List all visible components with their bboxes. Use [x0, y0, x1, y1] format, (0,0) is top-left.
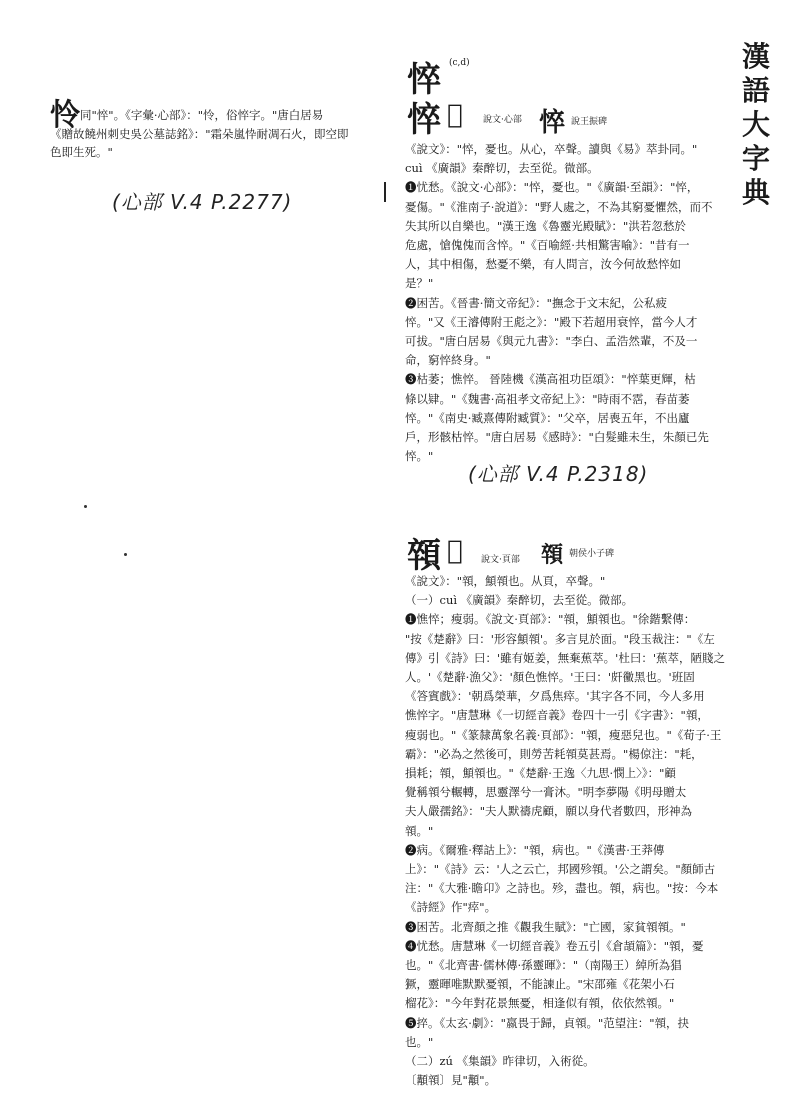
- entry-cui-head: [405, 526, 741, 1090]
- entry-line: 也。": [405, 1034, 434, 1049]
- entry-line: 注："《大雅·瞻卬》之詩也。殄，盡也。顇，病也。"按：今本: [405, 881, 719, 896]
- source-label: 說王振碑: [571, 117, 608, 127]
- book-title-char: 語: [741, 74, 770, 107]
- entry-line: （二）zú 《集韻》昨律切，入術從。: [405, 1054, 595, 1069]
- book-title: [736, 40, 776, 210]
- entry-line: ❸枯萎；憔悴。 晉陸機《漢高祖功臣頌》："悴葉更輝，枯: [405, 372, 696, 387]
- entry-line: 損耗；顇，顦顇也。"《楚辭·王逸〈九思·憫上〉》："顧: [405, 766, 676, 781]
- entry-cui-heart: [405, 52, 741, 466]
- entry-line: 可拔。"唐白居易《與元九書》："李白、孟浩然輩，不及一: [405, 334, 698, 349]
- book-title-char: 大: [741, 108, 770, 141]
- entry-body: [405, 572, 741, 1090]
- left-entry-head: 怜: [50, 98, 80, 133]
- speck: [84, 505, 87, 508]
- entry-line: ❺捽。《太玄·劇》："嬴畏于歸，貞顇。"范望注："顇，抉: [405, 1015, 690, 1030]
- entry-line: 《答賓戲》：'朝爲榮華，夕爲焦瘁。'其字各不同，今人多用: [405, 689, 705, 704]
- seal-script-glyph: 𢜖: [447, 100, 463, 130]
- entry-line: cuì 《廣韻》秦醉切，去至從。微部。: [405, 161, 599, 176]
- source-label: 朝侯小子碑: [569, 549, 615, 559]
- variant-glyph: 悴: [539, 108, 566, 138]
- handwritten-note: (心部 V.4 P.2277): [112, 190, 293, 214]
- entry-line: 人。'《楚辭·漁父》：'顏色憔悴。'王曰：'皯黴黑也。'班固: [405, 670, 695, 685]
- head-label: (c,d): [449, 58, 470, 68]
- entry-head-char: 悴: [407, 60, 441, 100]
- entry-line: 霸》："必為之然後可，則勞苦耗顇莫甚焉。"楊倞注："耗，: [405, 746, 703, 761]
- book-title-char: 字: [741, 142, 770, 175]
- entry-line: 〔顜顇〕見"顜"。: [405, 1073, 497, 1088]
- source-label: 說文·頁部: [481, 555, 520, 565]
- entry-line: 《詩經》作"瘁"。: [405, 900, 497, 915]
- entry-line: "按《楚辭》曰：'形容顦顇'。多言見於面。"段玉裁注："《左: [405, 631, 715, 646]
- entry-line: 是？": [405, 276, 434, 291]
- entry-line: 條以肄。"《魏書·高祖孝文帝紀上》："時雨不霑，春苗萎: [405, 391, 690, 406]
- entry-line: ❹忧愁。唐慧琳《一切經音義》卷五引《倉頡篇》："顇，憂: [405, 938, 704, 953]
- entry-line: 也。"《北齊書·儒林傳·孫靈暉》："（南陽王）綽所為猖: [405, 958, 682, 973]
- entry-head-char: 顇: [407, 536, 441, 576]
- entry-line: 獗，靈暉唯默默憂顇，不能諫止。"宋邵雍《花架小石: [405, 977, 675, 992]
- handwritten-note: (心部 V.4 P.2318): [468, 462, 649, 486]
- left-entry-line: 《贈故饒州刺史吳公墓誌銘》："霜朵嵐忰耐凋石火，即空即: [50, 127, 349, 141]
- entry-line: 榴花》："今年對花景無憂，相逢似有顇，依依然顇。": [405, 996, 675, 1011]
- entry-line: 瘦弱也。"《篆隸萬象名義·頁部》："顇，瘦惡兒也。"《荀子·王: [405, 727, 722, 742]
- speck: [124, 553, 127, 556]
- entry-line: 悴。": [405, 449, 434, 464]
- entry-line: 憔悴字。"唐慧琳《一切經音義》卷四十一引《字書》："顇，: [405, 708, 709, 723]
- entry-line: 覺稱顇兮輾轉，思靈澤兮一膏沐。"明李夢陽《明母贈太: [405, 785, 687, 800]
- entry-line: 上》："《詩》云：'人之云亡，邦國殄顇。'公之謂矣。"顏師古: [405, 862, 716, 877]
- entry-line: ❷病。《爾雅·釋詁上》："顇，病也。"《漢書·王莽傳: [405, 842, 665, 857]
- entry-line: ❶忧愁。《說文·心部》："悴，憂也。"《廣韻·至韻》："悴，: [405, 180, 699, 195]
- entry-line: 悴。"又《王濬傳附王彪之》："殿下若超用衰悴，當今人才: [405, 314, 698, 329]
- entry-line: （一）cuì 《廣韻》秦醉切，去至從。微部。: [405, 593, 634, 608]
- entry-line: 夫人嚴孺銘》："夫人默禱虎顧，願以身代者數四，形神為: [405, 804, 693, 819]
- book-title-char: 典: [741, 176, 770, 209]
- entry-line: 憂傷。"《淮南子·說道》："野人處之，不為其窮憂懼然，而不: [405, 199, 713, 214]
- entry-line: 人，其中相傷，愁憂不樂，有人問言，汝今何故愁悴如: [405, 257, 681, 272]
- entry-line: 失其所以自樂也。"漢王逸《魯靈光殿賦》："洪若忽愁於: [405, 218, 686, 233]
- entry-headline: [405, 52, 741, 140]
- entry-headline: [405, 526, 741, 576]
- left-entry: [50, 98, 390, 161]
- entry-line: ❸困苦。北齊顏之推《觀我生賦》："亡國，家貧顇顇。": [405, 919, 686, 934]
- entry-line: 命，窮悴終身。": [405, 353, 491, 368]
- entry-line: 悴。"《南史·臧熹傳附臧質》："父卒，居喪五年，不出廬: [405, 410, 690, 425]
- entry-line: 《說文》："顇，顦顇也。从頁，卒聲。": [405, 574, 606, 588]
- left-entry-line: 色即生死。": [50, 145, 113, 159]
- seal-script-glyph: 𩔍: [447, 536, 463, 566]
- variant-glyph: 顇: [541, 542, 564, 568]
- left-entry-line: 怜同"悴"。《字彙·心部》："怜，俗悴字。"唐白居易: [50, 98, 324, 133]
- entry-line: ❷困苦。《晉書·簡文帝紀》："撫念于文末紀，公私疲: [405, 295, 667, 310]
- entry-line: 傳》引《詩》曰：'雖有姬姜，無棄蕉萃。'杜曰：'蕉萃，陋賤之: [405, 650, 725, 665]
- book-title-char: 漢: [741, 40, 770, 73]
- entry-line: 危處，愴傀傀而含悴。"《百喻經·共相驚害喻》："昔有一: [405, 238, 690, 253]
- entry-line: ❶憔悴；瘦弱。《說文·頁部》："顇，顦顇也。"徐鍇繫傳：: [405, 612, 696, 627]
- entry-line: 戶，形骸枯悴。"唐白居易《感時》："白髮雖未生，朱顏已先: [405, 430, 709, 445]
- margin-mark: [384, 182, 386, 202]
- entry-body: [405, 140, 741, 466]
- source-label: 說文·心部: [483, 115, 522, 125]
- entry-line: 《說文》："悴，憂也。从心，卒聲。讀與《易》萃卦同。": [405, 142, 698, 156]
- entry-line: 顇。": [405, 823, 434, 838]
- entry-head-char-2: 悴: [407, 100, 441, 140]
